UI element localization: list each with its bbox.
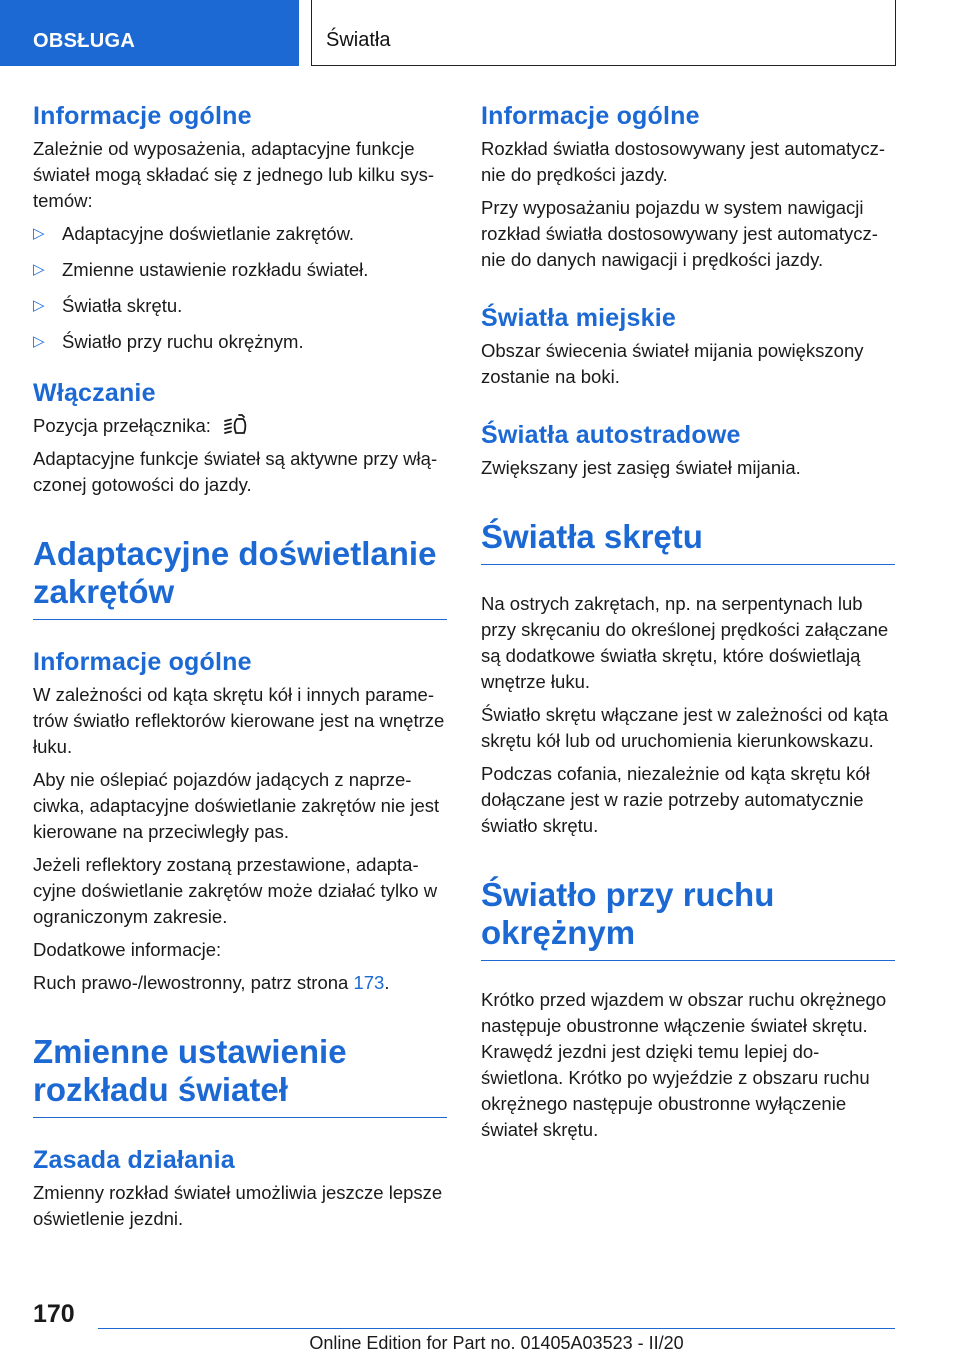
- s3-paragraph: Podczas cofania, niezależnie od kąta skrętu kół dołączane jest w razie potrzeby automatycznie światło skrętu.: [481, 763, 870, 836]
- feature-list: [33, 221, 447, 355]
- intro-heading: Informacje ogólne: [33, 102, 252, 130]
- intro-text: Zależnie od wyposażenia, adaptacyjne funkcje świateł mogą składać się z jednego lub kilku systemów:: [33, 138, 435, 211]
- list-item: ▷ Adaptacyjne doświetlanie zakrętów.: [33, 221, 447, 247]
- section-title-variable: Zmienne ustawienie rozkładu świateł: [33, 1033, 447, 1118]
- triangle-bullet-icon: ▷: [33, 225, 45, 242]
- s1-paragraph: Aby nie oślepiać pojazdów jadących z naprzeciwka, adaptacyjne doświetlanie zakrętów nie jest kierowane na przeciwległy pas.: [33, 769, 440, 842]
- list-item: ▷ Światła skrętu.: [33, 293, 447, 319]
- general-heading: Informacje ogólne: [481, 102, 700, 130]
- city-paragraph: Obszar świecenia świateł mijania powiększony zostanie na boki.: [481, 340, 864, 387]
- list-item: ▷ Zmienne ustawienie rozkładu świateł.: [33, 257, 447, 283]
- list-item: ▷ Światło przy ruchu okrężnym.: [33, 329, 447, 355]
- page-number: 170: [33, 1300, 75, 1328]
- general-paragraph: Przy wyposażaniu pojazdu w system nawigacji rozkład światła dostosowywany jest automatycznie do danych nawigacji i prędkości jazdy.: [481, 197, 878, 270]
- general-paragraph: Rozkład światła dostosowywany jest automatycznie do prędkości jazdy.: [481, 138, 886, 185]
- switch-text: Adaptacyjne funkcje świateł są aktywne przy włączonej gotowości do jazdy.: [33, 448, 438, 495]
- motorway-heading: Światła autostradowe: [481, 421, 741, 449]
- s3-paragraph: Na ostrych zakrętach, np. na serpentynach lub przy skręcaniu do określonej prędkości załączane są dodatkowe światła skrętu, które doświetlają wnętrze łuku.: [481, 593, 889, 692]
- triangle-bullet-icon: ▷: [33, 297, 45, 314]
- s3-paragraph: Światło skrętu włączane jest w zależności od kąta skrętu kół lub od uruchomienia kierunkowskazu.: [481, 704, 889, 751]
- footer-edition: Online Edition for Part no. 01405A03523 - II/20: [309, 1333, 684, 1353]
- left-column: [33, 100, 447, 1239]
- page-link[interactable]: 173: [353, 972, 385, 993]
- adaptive-light-switch-icon: [220, 414, 250, 436]
- section-tab: OBSŁUGA: [0, 0, 299, 66]
- switch-position: Pozycja przełącznika:: [33, 413, 447, 439]
- s2-heading: Zasada działania: [33, 1146, 235, 1174]
- s4-paragraph: Krótko przed wjazdem w obszar ruchu okrężnego następuje obustronne włączenie świateł skrętu. Krawędź jezdni jest dzięki temu lepiej doświetlona. Krótko po wyjeździe z obszaru ruchu okrężnego następuje obustronne wyłączenie świateł skrętu.: [481, 989, 887, 1140]
- footer-divider: [98, 1328, 895, 1329]
- triangle-bullet-icon: ▷: [33, 261, 45, 278]
- s1-paragraph: Dodatkowe informacje:: [33, 939, 222, 960]
- triangle-bullet-icon: ▷: [33, 333, 45, 350]
- section-title-cornering: Adaptacyjne doświetlanie zakrętów: [33, 535, 447, 620]
- section-title-roundabout: Światło przy ruchu okrężnym: [481, 876, 895, 961]
- s1-heading: Informacje ogólne: [33, 648, 252, 676]
- city-heading: Światła miejskie: [481, 304, 676, 332]
- section-title-turn-lights: Światła skrętu: [481, 518, 895, 565]
- motorway-paragraph: Zwiększany jest zasięg świateł mijania.: [481, 457, 801, 478]
- s1-paragraph: Jeżeli reflektory zostaną przestawione, adaptacyjne doświetlanie zakrętów może działać tylko w ograniczonym zakresie.: [33, 854, 438, 927]
- s1-reference: Ruch prawo-/lewostronny, patrz strona 173.: [33, 972, 390, 993]
- chapter-title: Światła: [311, 0, 896, 66]
- switch-heading: Włączanie: [33, 379, 156, 407]
- s2-paragraph: Zmienny rozkład świateł umożliwia jeszcze lepsze oświetlenie jezdni.: [33, 1182, 443, 1229]
- s1-paragraph: W zależności od kąta skrętu kół i innych parametrów światło reflektorów kierowane jest na wnętrze łuku.: [33, 684, 445, 757]
- right-column: [481, 100, 895, 1150]
